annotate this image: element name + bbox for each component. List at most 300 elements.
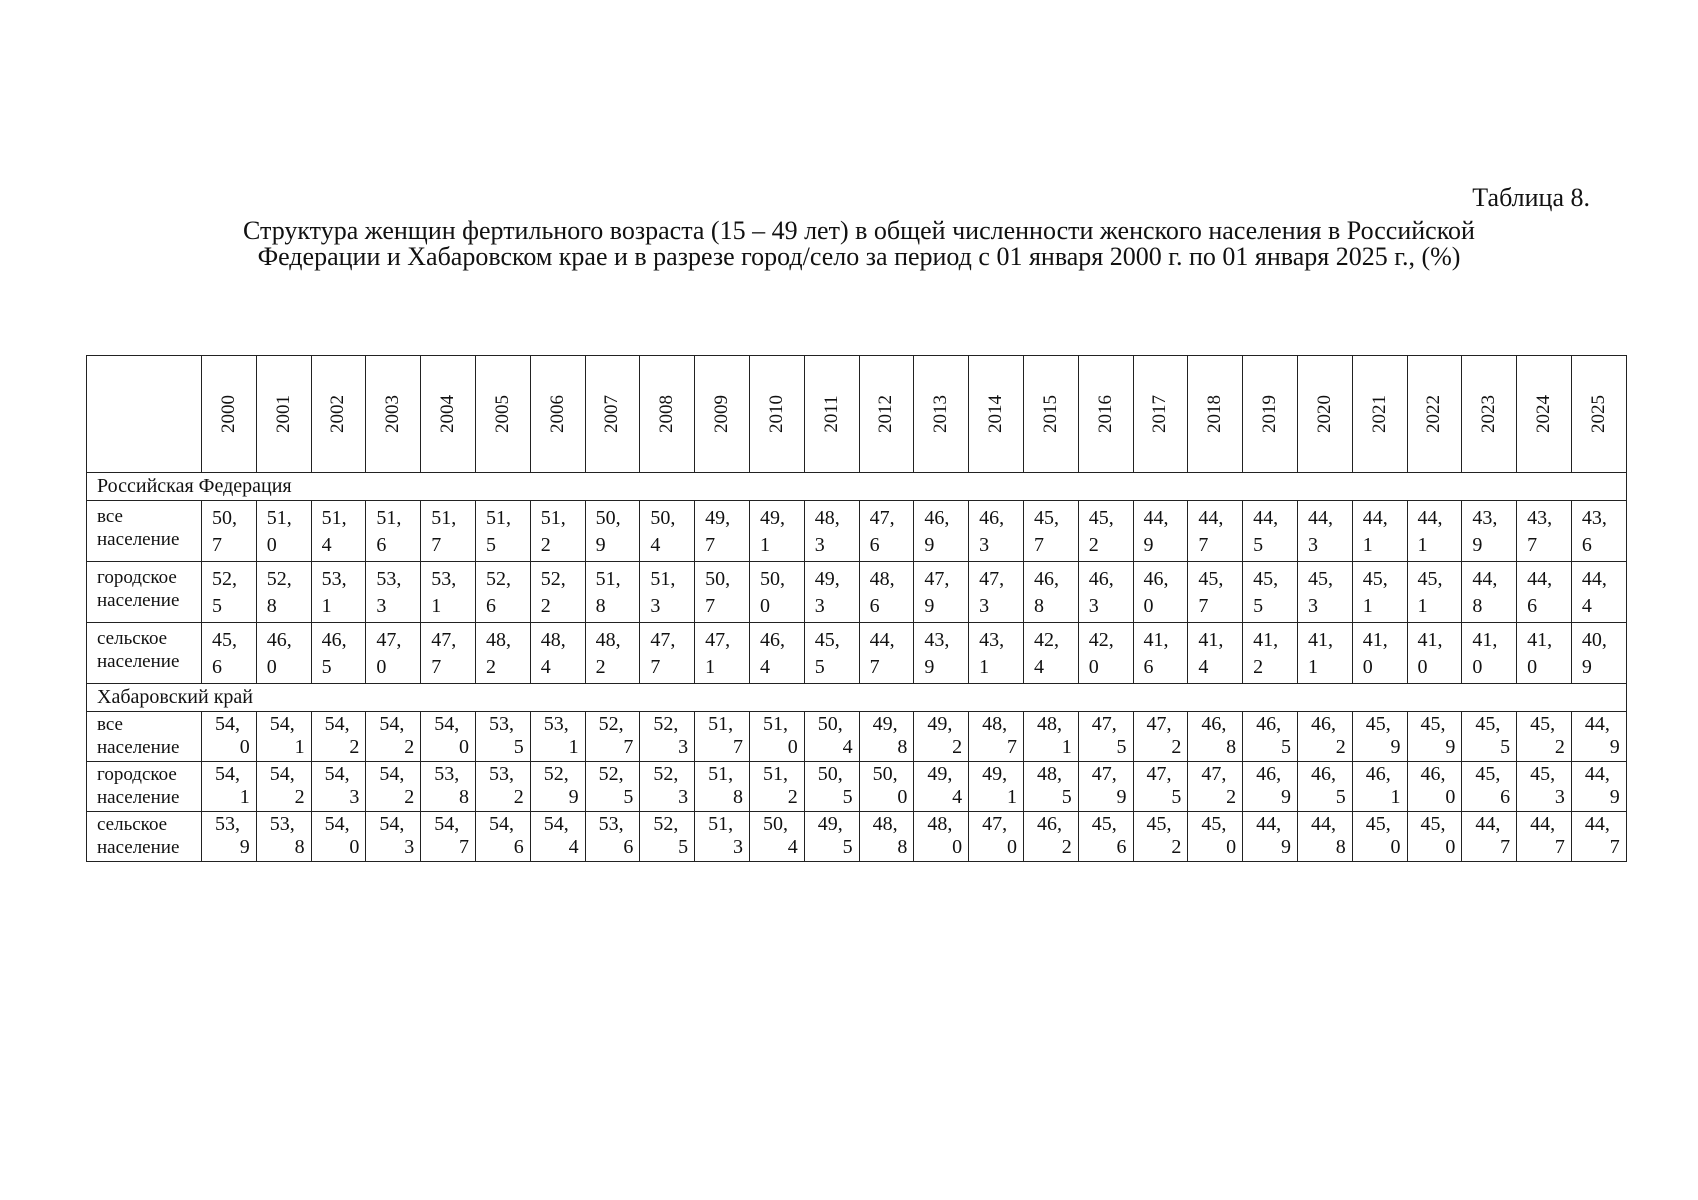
- value-integer-part: 54,: [324, 763, 350, 785]
- value-cell: [311, 762, 366, 812]
- value-cell: [749, 562, 804, 623]
- value-cell: [530, 623, 585, 684]
- value-decimal-part: 6: [212, 656, 222, 678]
- value-decimal-part: 3: [814, 595, 825, 617]
- value-decimal-part: 8: [294, 836, 305, 858]
- value-integer-part: 44,: [1307, 507, 1333, 529]
- value-integer-part: 41,: [1307, 629, 1333, 651]
- value-decimal-part: 9: [924, 595, 935, 617]
- value-decimal-part: 2: [540, 534, 551, 556]
- value-cell: [1352, 812, 1407, 862]
- value-cell: [421, 623, 476, 684]
- value-decimal-part: 2: [787, 786, 798, 808]
- value-cell: [1407, 623, 1462, 684]
- value-integer-part: 48,: [927, 813, 953, 835]
- value-integer-part: 49,: [872, 713, 898, 735]
- value-decimal-part: 0: [1006, 836, 1017, 858]
- title-line-1: Структура женщин фертильного возраста (15 – 49 лет) в общей численности женского населения в Российской: [243, 216, 1475, 245]
- header-row: [87, 356, 1627, 473]
- title-line-2: Федерации и Хабаровском крае и в разрезе город/село за период с 01 января 2000 г. по 01 января 2025 г., (%): [257, 242, 1461, 271]
- section-title: Российская Федерация: [87, 473, 1627, 501]
- value-integer-part: 54,: [324, 713, 350, 735]
- value-decimal-part: 9: [1609, 736, 1620, 758]
- value-cell: [1297, 562, 1352, 623]
- table-row: [87, 762, 1627, 812]
- value-decimal-part: 1: [1307, 656, 1318, 678]
- value-cell: [530, 562, 585, 623]
- value-cell: [1243, 712, 1298, 762]
- value-cell: [1243, 501, 1298, 562]
- value-cell: [969, 501, 1024, 562]
- value-decimal-part: 7: [431, 656, 442, 678]
- value-decimal-part: 1: [294, 736, 305, 758]
- value-cell: [1023, 501, 1078, 562]
- row-label-line-2: население: [97, 651, 180, 672]
- value-integer-part: 54,: [543, 813, 569, 835]
- value-cell: [1023, 762, 1078, 812]
- value-decimal-part: 7: [431, 534, 442, 556]
- value-decimal-part: 7: [705, 595, 716, 617]
- table-row: [87, 623, 1627, 684]
- value-cell: [1517, 623, 1572, 684]
- value-integer-part: 51,: [431, 507, 457, 529]
- value-decimal-part: 0: [239, 736, 250, 758]
- value-integer-part: 46,: [1036, 813, 1062, 835]
- year-header-cell: [530, 356, 585, 473]
- value-integer-part: 45,: [1362, 568, 1388, 590]
- value-decimal-part: 2: [1171, 836, 1182, 858]
- value-decimal-part: 0: [376, 656, 387, 678]
- value-cell: [914, 812, 969, 862]
- value-cell: [640, 562, 695, 623]
- row-label-line-1: городское: [97, 567, 177, 588]
- value-integer-part: 48,: [540, 629, 566, 651]
- value-integer-part: 53,: [321, 568, 347, 590]
- value-integer-part: 50,: [762, 813, 788, 835]
- value-integer-part: 54,: [379, 713, 405, 735]
- value-decimal-part: 0: [1445, 836, 1456, 858]
- value-cell: [804, 623, 859, 684]
- value-decimal-part: 8: [458, 786, 469, 808]
- value-integer-part: 50,: [759, 568, 785, 590]
- row-label-line-2: население: [97, 590, 180, 611]
- value-decimal-part: 6: [623, 836, 634, 858]
- value-cell: [1133, 762, 1188, 812]
- value-cell: [1462, 501, 1517, 562]
- year-label: 2010: [765, 395, 787, 433]
- value-decimal-part: 4: [787, 836, 798, 858]
- value-cell: [1243, 562, 1298, 623]
- value-cell: [1023, 812, 1078, 862]
- value-integer-part: 46,: [979, 507, 1005, 529]
- value-integer-part: 48,: [595, 629, 621, 651]
- value-cell: [1462, 562, 1517, 623]
- value-cell: [1133, 712, 1188, 762]
- value-decimal-part: 2: [952, 736, 963, 758]
- table-row: [87, 562, 1627, 623]
- value-decimal-part: 7: [1609, 836, 1620, 858]
- value-integer-part: 52,: [653, 763, 679, 785]
- value-integer-part: 44,: [1581, 568, 1607, 590]
- value-decimal-part: 9: [1280, 786, 1291, 808]
- value-decimal-part: 1: [1362, 534, 1373, 556]
- value-integer-part: 45,: [1365, 813, 1391, 835]
- value-cell: [695, 562, 750, 623]
- value-integer-part: 45,: [1365, 713, 1391, 735]
- year-header-cell: [311, 356, 366, 473]
- value-cell: [1407, 812, 1462, 862]
- table-row: [87, 501, 1627, 562]
- value-cell: [1517, 712, 1572, 762]
- value-cell: [1297, 712, 1352, 762]
- value-integer-part: 51,: [708, 813, 734, 835]
- value-decimal-part: 8: [266, 595, 277, 617]
- value-cell: [1023, 712, 1078, 762]
- value-decimal-part: 5: [321, 656, 332, 678]
- value-decimal-part: 1: [1417, 595, 1428, 617]
- value-cell: [1243, 812, 1298, 862]
- value-integer-part: 53,: [434, 763, 460, 785]
- value-decimal-part: 8: [897, 736, 908, 758]
- value-cell: [1023, 623, 1078, 684]
- value-integer-part: 54,: [215, 713, 240, 735]
- value-cell: [1243, 762, 1298, 812]
- value-decimal-part: 7: [1198, 534, 1209, 556]
- value-integer-part: 47,: [982, 813, 1008, 835]
- value-integer-part: 51,: [762, 763, 788, 785]
- value-decimal-part: 2: [595, 656, 606, 678]
- value-decimal-part: 3: [732, 836, 743, 858]
- value-decimal-part: 0: [787, 736, 798, 758]
- year-header-cell: [1352, 356, 1407, 473]
- value-integer-part: 46,: [1420, 763, 1446, 785]
- value-decimal-part: 4: [1033, 656, 1044, 678]
- value-decimal-part: 1: [705, 656, 716, 678]
- value-integer-part: 46,: [1033, 568, 1059, 590]
- year-header-cell: [749, 356, 804, 473]
- row-label-line-2: население: [97, 529, 180, 550]
- value-integer-part: 45,: [1146, 813, 1172, 835]
- year-label: 2005: [491, 395, 513, 433]
- value-decimal-part: 6: [513, 836, 524, 858]
- value-decimal-part: 4: [1198, 656, 1209, 678]
- value-integer-part: 45,: [1198, 568, 1224, 590]
- value-cell: [640, 762, 695, 812]
- value-cell: [475, 562, 530, 623]
- value-decimal-part: 9: [1280, 836, 1291, 858]
- value-integer-part: 44,: [1584, 713, 1610, 735]
- value-cell: [530, 712, 585, 762]
- value-decimal-part: 1: [1362, 595, 1373, 617]
- value-decimal-part: 0: [1143, 595, 1154, 617]
- value-integer-part: 47,: [1146, 763, 1172, 785]
- row-label: [87, 623, 202, 684]
- value-cell: [749, 623, 804, 684]
- value-integer-part: 47,: [924, 568, 950, 590]
- value-decimal-part: 5: [1280, 736, 1291, 758]
- value-integer-part: 53,: [598, 813, 624, 835]
- value-decimal-part: 2: [404, 786, 415, 808]
- value-decimal-part: 3: [1554, 786, 1565, 808]
- value-cell: [366, 812, 421, 862]
- value-cell: [202, 762, 257, 812]
- value-integer-part: 44,: [869, 629, 895, 651]
- year-header-cell: [914, 356, 969, 473]
- value-decimal-part: 6: [1527, 595, 1538, 617]
- year-header-cell: [366, 356, 421, 473]
- value-decimal-part: 1: [1006, 786, 1017, 808]
- value-decimal-part: 5: [1171, 786, 1182, 808]
- value-decimal-part: 9: [239, 836, 250, 858]
- value-cell: [749, 812, 804, 862]
- table-row: [87, 812, 1627, 862]
- value-integer-part: 53,: [215, 813, 240, 835]
- value-decimal-part: 7: [1033, 534, 1044, 556]
- year-label: 2009: [711, 395, 733, 433]
- value-cell: [1517, 562, 1572, 623]
- value-decimal-part: 7: [1198, 595, 1209, 617]
- value-decimal-part: 2: [1335, 736, 1346, 758]
- year-header-cell: [1243, 356, 1298, 473]
- value-integer-part: 47,: [869, 507, 895, 529]
- value-decimal-part: 3: [678, 736, 689, 758]
- value-integer-part: 46,: [759, 629, 785, 651]
- value-cell: [1517, 501, 1572, 562]
- value-cell: [1078, 501, 1133, 562]
- value-decimal-part: 8: [1033, 595, 1044, 617]
- value-cell: [859, 762, 914, 812]
- value-integer-part: 45,: [212, 629, 237, 651]
- value-cell: [475, 812, 530, 862]
- value-decimal-part: 7: [1554, 836, 1565, 858]
- value-integer-part: 47,: [1201, 763, 1227, 785]
- value-cell: [366, 623, 421, 684]
- row-label-line-2: население: [97, 837, 180, 858]
- value-cell: [530, 812, 585, 862]
- value-decimal-part: 4: [540, 656, 551, 678]
- value-cell: [1571, 501, 1626, 562]
- value-cell: [1188, 812, 1243, 862]
- value-decimal-part: 5: [1253, 595, 1264, 617]
- value-cell: [1078, 762, 1133, 812]
- value-cell: [859, 623, 914, 684]
- year-label: 2018: [1204, 395, 1226, 433]
- value-cell: [311, 712, 366, 762]
- value-integer-part: 52,: [485, 568, 511, 590]
- value-cell: [530, 762, 585, 812]
- value-decimal-part: 5: [1500, 736, 1511, 758]
- value-cell: [1188, 501, 1243, 562]
- value-cell: [202, 623, 257, 684]
- value-decimal-part: 1: [1417, 534, 1428, 556]
- row-label-line-1: все: [97, 714, 123, 735]
- value-decimal-part: 4: [759, 656, 770, 678]
- value-decimal-part: 7: [1527, 534, 1538, 556]
- value-integer-part: 41,: [1198, 629, 1224, 651]
- year-header-cell: [256, 356, 311, 473]
- value-decimal-part: 2: [1554, 736, 1565, 758]
- value-integer-part: 42,: [1033, 629, 1059, 651]
- value-integer-part: 46,: [1256, 763, 1282, 785]
- value-integer-part: 48,: [872, 813, 898, 835]
- value-cell: [749, 501, 804, 562]
- value-decimal-part: 8: [1226, 736, 1237, 758]
- value-cell: [585, 623, 640, 684]
- row-label-line-1: сельское: [97, 814, 168, 835]
- value-integer-part: 44,: [1143, 507, 1169, 529]
- value-cell: [475, 712, 530, 762]
- value-cell: [1133, 812, 1188, 862]
- value-cell: [256, 812, 311, 862]
- value-integer-part: 45,: [1088, 507, 1114, 529]
- value-cell: [914, 501, 969, 562]
- value-decimal-part: 7: [650, 656, 661, 678]
- value-integer-part: 47,: [1091, 763, 1117, 785]
- value-integer-part: 44,: [1472, 568, 1498, 590]
- value-integer-part: 43,: [979, 629, 1005, 651]
- year-label: 2008: [656, 395, 678, 433]
- value-decimal-part: 9: [1581, 656, 1592, 678]
- value-cell: [1407, 712, 1462, 762]
- value-decimal-part: 4: [842, 736, 853, 758]
- year-header-cell: [1297, 356, 1352, 473]
- value-decimal-part: 7: [212, 534, 222, 556]
- value-integer-part: 49,: [817, 813, 843, 835]
- value-integer-part: 44,: [1362, 507, 1388, 529]
- value-integer-part: 52,: [653, 813, 679, 835]
- value-integer-part: 45,: [1253, 568, 1279, 590]
- value-integer-part: 48,: [982, 713, 1008, 735]
- value-cell: [1078, 812, 1133, 862]
- year-label: 2006: [546, 395, 568, 433]
- value-integer-part: 49,: [927, 763, 953, 785]
- year-header-cell: [1462, 356, 1517, 473]
- table-number: Таблица 8.: [1472, 183, 1590, 212]
- value-cell: [585, 501, 640, 562]
- value-integer-part: 41,: [1362, 629, 1388, 651]
- value-decimal-part: 5: [513, 736, 524, 758]
- value-integer-part: 48,: [1036, 763, 1062, 785]
- table-title: [120, 218, 1598, 270]
- value-decimal-part: 0: [1362, 656, 1373, 678]
- value-integer-part: 44,: [1527, 568, 1553, 590]
- year-label: 2002: [327, 395, 349, 433]
- value-decimal-part: 6: [1500, 786, 1511, 808]
- row-label-line-1: сельское: [97, 628, 168, 649]
- value-integer-part: 45,: [1417, 568, 1443, 590]
- value-cell: [202, 812, 257, 862]
- value-cell: [1517, 762, 1572, 812]
- value-integer-part: 47,: [431, 629, 457, 651]
- value-integer-part: 53,: [543, 713, 569, 735]
- value-decimal-part: 1: [431, 595, 442, 617]
- value-decimal-part: 5: [1061, 786, 1072, 808]
- value-decimal-part: 3: [404, 836, 415, 858]
- value-integer-part: 47,: [705, 629, 731, 651]
- year-label: 2016: [1094, 395, 1116, 433]
- value-integer-part: 54,: [215, 763, 240, 785]
- value-decimal-part: 2: [1061, 836, 1072, 858]
- value-cell: [749, 712, 804, 762]
- value-decimal-part: 9: [595, 534, 606, 556]
- value-cell: [859, 812, 914, 862]
- value-cell: [1571, 712, 1626, 762]
- value-integer-part: 53,: [488, 713, 514, 735]
- value-cell: [859, 562, 914, 623]
- value-integer-part: 50,: [595, 507, 621, 529]
- value-integer-part: 54,: [434, 713, 460, 735]
- value-decimal-part: 0: [759, 595, 770, 617]
- value-cell: [256, 712, 311, 762]
- value-decimal-part: 9: [924, 656, 935, 678]
- value-integer-part: 41,: [1143, 629, 1169, 651]
- year-label: 2015: [1039, 395, 1061, 433]
- value-decimal-part: 8: [595, 595, 606, 617]
- value-integer-part: 46,: [1256, 713, 1282, 735]
- value-decimal-part: 7: [623, 736, 634, 758]
- value-cell: [311, 623, 366, 684]
- value-decimal-part: 5: [623, 786, 634, 808]
- value-decimal-part: 8: [732, 786, 743, 808]
- value-decimal-part: 3: [678, 786, 689, 808]
- value-integer-part: 54,: [324, 813, 350, 835]
- row-label-line-1: все: [97, 506, 123, 527]
- value-cell: [366, 562, 421, 623]
- value-integer-part: 43,: [1527, 507, 1553, 529]
- value-decimal-part: 5: [814, 656, 825, 678]
- year-label: 2007: [601, 395, 623, 433]
- value-integer-part: 46,: [266, 629, 292, 651]
- value-decimal-part: 9: [568, 786, 579, 808]
- row-label-line-2: население: [97, 787, 180, 808]
- value-cell: [1297, 501, 1352, 562]
- value-decimal-part: 5: [1116, 736, 1127, 758]
- value-cell: [914, 562, 969, 623]
- fertility-structure-table: [86, 355, 1627, 862]
- value-integer-part: 51,: [540, 507, 566, 529]
- value-cell: [914, 712, 969, 762]
- value-cell: [695, 812, 750, 862]
- value-integer-part: 45,: [1530, 763, 1556, 785]
- value-cell: [1133, 501, 1188, 562]
- value-cell: [969, 812, 1024, 862]
- value-integer-part: 44,: [1310, 813, 1336, 835]
- value-integer-part: 50,: [212, 507, 237, 529]
- value-cell: [421, 562, 476, 623]
- value-cell: [1462, 712, 1517, 762]
- value-decimal-part: 5: [1253, 534, 1264, 556]
- value-cell: [421, 812, 476, 862]
- value-cell: [1571, 812, 1626, 862]
- value-cell: [421, 712, 476, 762]
- value-integer-part: 51,: [321, 507, 347, 529]
- value-decimal-part: 9: [1445, 736, 1456, 758]
- year-label: 2012: [875, 395, 897, 433]
- value-cell: [311, 501, 366, 562]
- value-integer-part: 50,: [817, 763, 843, 785]
- year-label: 2021: [1368, 395, 1390, 433]
- value-integer-part: 52,: [266, 568, 292, 590]
- value-cell: [202, 712, 257, 762]
- value-integer-part: 44,: [1256, 813, 1282, 835]
- value-decimal-part: 5: [842, 786, 853, 808]
- value-cell: [1407, 562, 1462, 623]
- value-integer-part: 46,: [1088, 568, 1114, 590]
- value-integer-part: 54,: [379, 813, 405, 835]
- value-cell: [969, 562, 1024, 623]
- value-cell: [1297, 812, 1352, 862]
- value-integer-part: 49,: [759, 507, 785, 529]
